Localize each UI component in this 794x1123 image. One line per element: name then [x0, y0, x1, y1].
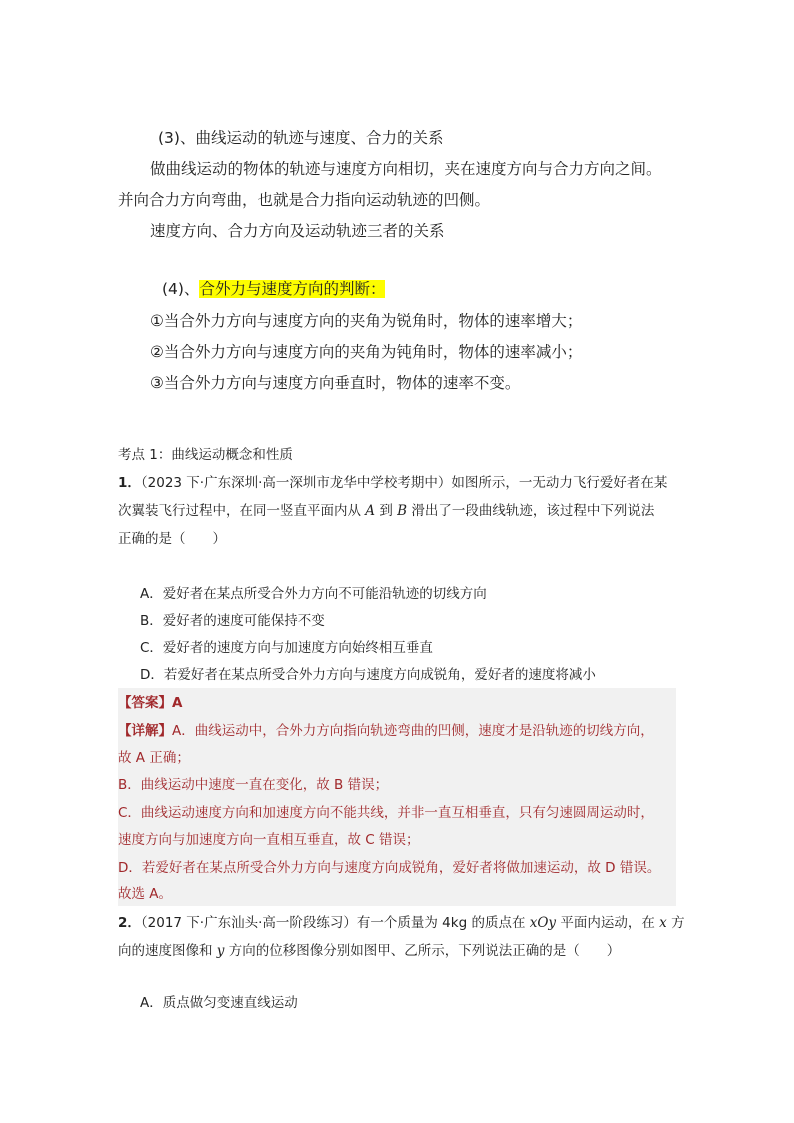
question-1-option-d: D．若爱好者在某点所受合外力方向与速度方向成锐角，爱好者的速度将减小	[140, 667, 596, 683]
question-1-stem-text: 到	[375, 503, 398, 519]
question-1-stem-part1: 如图所示，一无动力飞行爱好者在某	[451, 475, 668, 491]
detail-label: 【详解】	[118, 723, 172, 739]
question-1-line2	[118, 499, 654, 519]
x-variable: x	[659, 915, 667, 931]
detail-text: A．曲线运动中，合外力方向指向轨迹弯曲的凹侧，速度才是沿轨迹的切线方向，	[172, 723, 654, 739]
question-2-stem-text: 向的速度图像和	[118, 943, 217, 959]
question-1-stem-text: 滑出了一段曲线轨迹，该过程中下列说法	[407, 503, 655, 519]
question-2-source: （2017 下·广东汕头·高一阶段练习）	[140, 915, 357, 931]
answer-line	[118, 691, 182, 711]
question-2-line1	[118, 911, 685, 931]
question-1-option-b: B．爱好者的速度可能保持不变	[140, 613, 325, 629]
answer-value: A	[172, 695, 183, 711]
detail-line-3: B．曲线运动中速度一直在变化，故 B 错误；	[118, 777, 389, 793]
question-2-stem-text: 方向的位移图像分别如图甲、乙所示，下列说法正确的是（ ）	[224, 943, 621, 959]
question-1-option-c: C．爱好者的速度方向与加速度方向始终相互垂直	[140, 640, 433, 656]
detail-line-4: C．曲线运动速度方向和加速度方向不能共线，并非一直互相垂直，只有匀速圆周运动时，	[118, 805, 654, 821]
question-2-line2	[118, 939, 620, 959]
detail-line-6: D．若爱好者在某点所受合外力方向与速度方向成锐角，爱好者将做加速运动，故 D 错误。	[118, 860, 661, 876]
section4-item-1: ①当合外力方向与速度方向的夹角为锐角时，物体的速率增大；	[150, 312, 583, 330]
answer-label: 【答案】	[118, 695, 172, 711]
detail-line-5: 速度方向与加速度方向一直相互垂直，故 C 错误；	[118, 832, 420, 848]
question-1-stem-text: 次翼装飞行过程中，在同一竖直平面内从	[118, 503, 366, 519]
question-1-number: 1．	[118, 475, 141, 491]
question-1-source: （2023 下·广东深圳·高一深圳市龙华中学校考期中）	[140, 475, 452, 491]
question-2-stem-text: 平面内运动，在	[556, 915, 660, 931]
detail-line-2: 故 A 正确；	[118, 750, 190, 766]
section3-paragraph-line2: 并向合力方向弯曲，也就是合力指向运动轨迹的凹侧。	[118, 191, 491, 209]
kaodian-heading: 考点 1：曲线运动概念和性质	[118, 447, 293, 463]
section4-item-3: ③当合外力方向与速度方向垂直时，物体的速率不变。	[150, 374, 521, 392]
point-b-label: B	[397, 503, 408, 519]
section4-title	[162, 277, 385, 299]
plane-label: xOy	[529, 915, 557, 931]
question-2-stem-text: 方	[666, 915, 685, 931]
section3-relation-text: 速度方向、合力方向及运动轨迹三者的关系	[150, 222, 445, 240]
section3-paragraph-line1: 做曲线运动的物体的轨迹与速度方向相切，夹在速度方向与合力方向之间。	[150, 160, 662, 178]
question-1-line1	[118, 471, 667, 491]
question-2-stem-text: 有一个质量为 4kg 的质点在	[356, 915, 530, 931]
section3-title: (3)、曲线运动的轨迹与速度、合力的关系	[158, 129, 444, 147]
y-variable: y	[216, 943, 225, 959]
section4-item-2: ②当合外力方向与速度方向的夹角为钝角时，物体的速率减小；	[150, 343, 583, 361]
section4-prefix: (4)、	[162, 280, 200, 298]
question-2-number: 2．	[118, 915, 141, 931]
question-2-option-a: A．质点做匀变速直线运动	[140, 995, 298, 1011]
section4-highlighted-title: 合外力与速度方向的判断：	[199, 280, 386, 298]
question-1-line3: 正确的是（ ）	[118, 531, 226, 547]
detail-line-1	[118, 719, 654, 739]
detail-line-7: 故选 A。	[118, 886, 173, 902]
question-1-option-a: A．爱好者在某点所受合外力方向不可能沿轨迹的切线方向	[140, 586, 487, 602]
point-a-label: A	[365, 503, 376, 519]
